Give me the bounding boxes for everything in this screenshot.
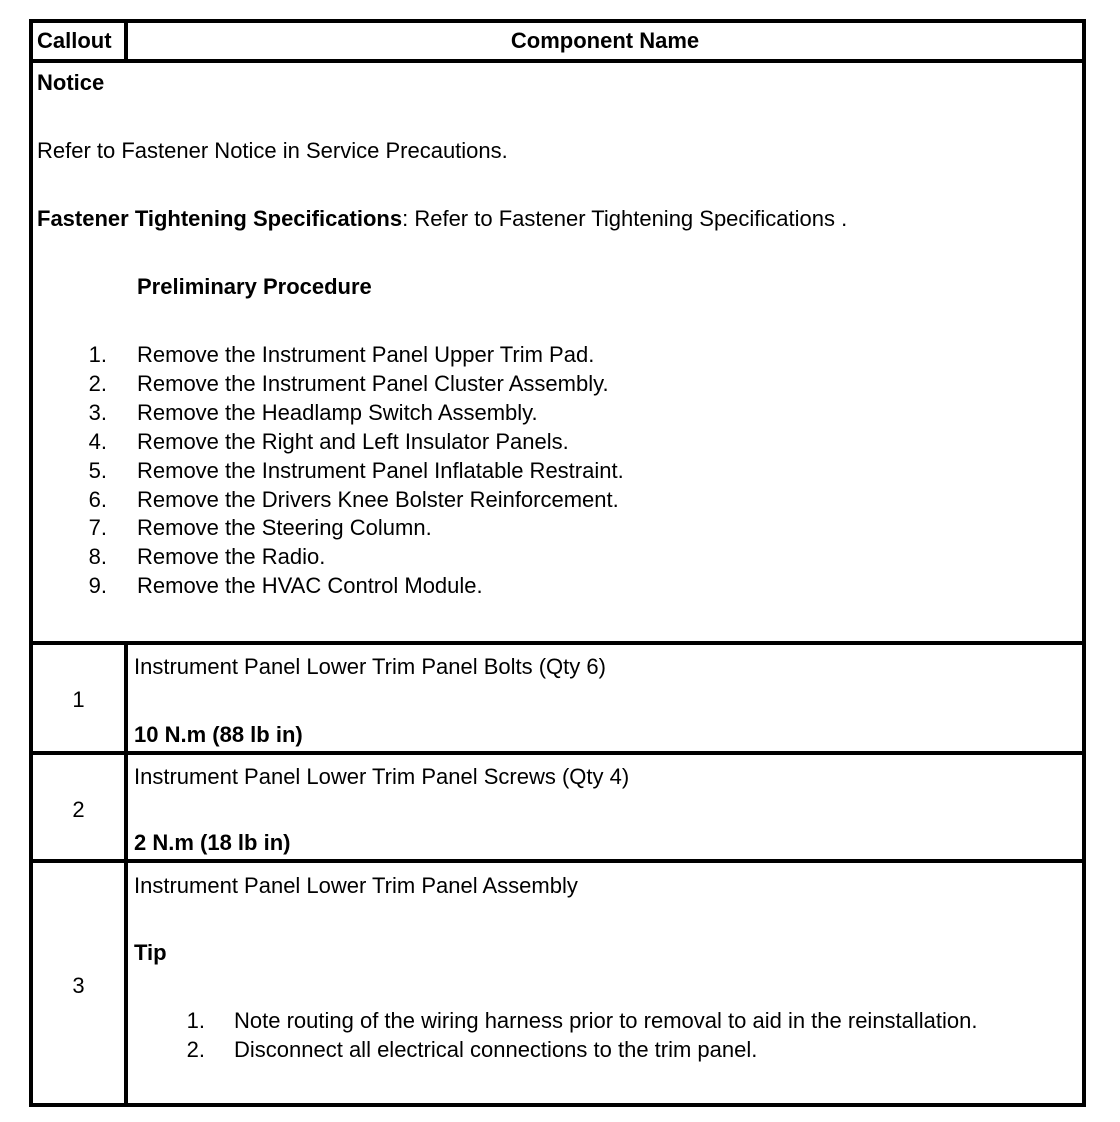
callout-header: Callout bbox=[33, 23, 128, 59]
component-name: Instrument Panel Lower Trim Panel Screws (Qty 4) bbox=[134, 764, 630, 789]
tip-number: 2. bbox=[186, 1037, 205, 1062]
component-table bbox=[29, 19, 1086, 1107]
notice-title: Notice bbox=[37, 70, 105, 95]
component-name: Instrument Panel Lower Trim Panel Bolts (Qty 6) bbox=[134, 654, 606, 679]
tip-number: 1. bbox=[186, 1008, 205, 1033]
fastener-spec-line bbox=[37, 206, 847, 232]
callout-number: 3 bbox=[72, 973, 85, 998]
torque-spec: 10 N.m (88 lb in) bbox=[134, 722, 303, 747]
table-row bbox=[33, 645, 1082, 755]
step-number: 3. bbox=[88, 400, 107, 425]
notice-section bbox=[33, 63, 1082, 645]
step-number: 5. bbox=[88, 458, 107, 483]
step-number: 8. bbox=[88, 544, 107, 569]
table-row bbox=[33, 755, 1082, 863]
step-text: Remove the Instrument Panel Upper Trim Pad. bbox=[137, 342, 595, 367]
callout-cell bbox=[33, 863, 128, 1103]
callout-number: 1 bbox=[72, 687, 85, 712]
step-text: Remove the Radio. bbox=[137, 544, 326, 569]
step-number: 1. bbox=[88, 342, 107, 367]
step-number: 6. bbox=[88, 487, 107, 512]
step-number: 2. bbox=[88, 371, 107, 396]
step-text: Remove the Drivers Knee Bolster Reinforcement. bbox=[137, 487, 619, 512]
tip-text: Disconnect all electrical connections to the trim panel. bbox=[234, 1037, 758, 1062]
notice-text: Refer to Fastener Notice in Service Precautions. bbox=[37, 138, 508, 163]
step-text: Remove the Instrument Panel Cluster Assembly. bbox=[137, 371, 609, 396]
step-number: 9. bbox=[88, 573, 107, 598]
procedure-title: Preliminary Procedure bbox=[137, 274, 372, 299]
step-text: Remove the Instrument Panel Inflatable Restraint. bbox=[137, 458, 624, 483]
step-text: Remove the HVAC Control Module. bbox=[137, 573, 483, 598]
tip-text: Note routing of the wiring harness prior to removal to aid in the reinstallation. bbox=[234, 1008, 978, 1033]
step-number: 7. bbox=[88, 515, 107, 540]
step-text: Remove the Headlamp Switch Assembly. bbox=[137, 400, 538, 425]
step-text: Remove the Steering Column. bbox=[137, 515, 432, 540]
step-text: Remove the Right and Left Insulator Panels. bbox=[137, 429, 569, 454]
component-name-header: Component Name bbox=[510, 28, 700, 53]
callout-number: 2 bbox=[72, 797, 85, 822]
fastener-spec-text: : Refer to Fastener Tightening Specifications . bbox=[402, 206, 848, 231]
table-row bbox=[33, 863, 1082, 1103]
callout-cell bbox=[33, 755, 128, 859]
component-name: Instrument Panel Lower Trim Panel Assembly bbox=[134, 873, 578, 898]
torque-spec: 2 N.m (18 lb in) bbox=[134, 830, 291, 855]
step-number: 4. bbox=[88, 429, 107, 454]
callout-cell bbox=[33, 645, 128, 751]
fastener-spec-label: Fastener Tightening Specifications bbox=[37, 206, 403, 231]
table-header bbox=[33, 23, 1082, 63]
tip-title: Tip bbox=[134, 940, 167, 965]
